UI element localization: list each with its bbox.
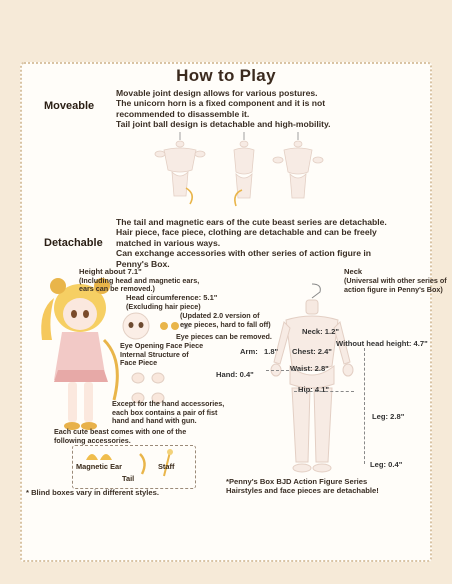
accessory-tail: Tail: [122, 474, 135, 483]
waist-measure: Waist: 2.8": [290, 364, 329, 373]
eye-pieces-updated-note: (Updated 2.0 version of eye pieces, hard to fall off): [180, 311, 271, 329]
detachable-label: Detachable: [44, 237, 103, 249]
arm-measure-value: 1.8": [264, 347, 279, 356]
pose-figure-1: [155, 132, 205, 204]
chest-measure: Chest: 2.4": [292, 347, 332, 356]
height-spec: Height about 7.1" (Including head and magnetic ears, ears can be removed.): [79, 267, 200, 294]
neck-measure: Neck: 1.2": [302, 327, 339, 336]
pose-figure-2: [234, 132, 254, 206]
eye-pieces-removable-note: Eye pieces can be removed.: [176, 332, 272, 341]
neck-title: Neck: [344, 267, 363, 276]
body-figure: [262, 280, 362, 480]
hand-accessories-note: Except for the hand accessories, each box contains a pair of fist hand and hand with gun.: [112, 399, 225, 426]
moveable-label: Moveable: [44, 100, 95, 112]
face-piece-note: Eye Opening Face Piece Internal Structure of Face Piece: [120, 341, 204, 368]
blind-box-note: * Blind boxes vary in different styles.: [26, 488, 159, 497]
page-title: How to Play: [176, 66, 276, 85]
height-guide: [364, 348, 365, 464]
body-footnote: *Penny's Box BJD Action Figure Series Hairstyles and face pieces are detachable!: [226, 477, 379, 495]
hip-measure: Hip: 4.1": [298, 385, 330, 394]
accessory-staff: Staff: [158, 462, 175, 471]
pose-figures: [150, 130, 360, 210]
accessories-intro: Each cute beast comes with one of the following accessories.: [54, 427, 187, 445]
hand-guide: [266, 370, 294, 371]
accessory-magnetic-ear: Magnetic Ear: [76, 462, 123, 471]
moveable-description: Movable joint design allows for various postures. The unicorn horn is a fixed component and it is not recommended to disassemble it. Tail joint ball design is detachable and high-mobility.: [116, 88, 331, 130]
height-without-head: Without head height: 4.7": [336, 339, 428, 348]
pose-figure-3: [273, 132, 323, 198]
leg-measure: Leg: 2.8": [372, 412, 405, 421]
arm-measure: Arm:: [240, 347, 258, 356]
leg-low-measure: Leg: 0.4": [370, 460, 403, 469]
head-circumference-spec: Head circumference: 5.1" (Excluding hair piece): [126, 293, 218, 311]
detachable-description: The tail and magnetic ears of the cute beast series are detachable. Hair piece, face piece, clothing are detachable and can be freely matched in various ways. Can exchange accessories with other series of action figure in Penny's Box.: [116, 217, 387, 269]
hip-guide: [294, 391, 354, 392]
neck-note: (Universal with other series of action figure in Penny's Box): [344, 276, 447, 294]
hand-measure: Hand: 0.4": [216, 370, 254, 379]
